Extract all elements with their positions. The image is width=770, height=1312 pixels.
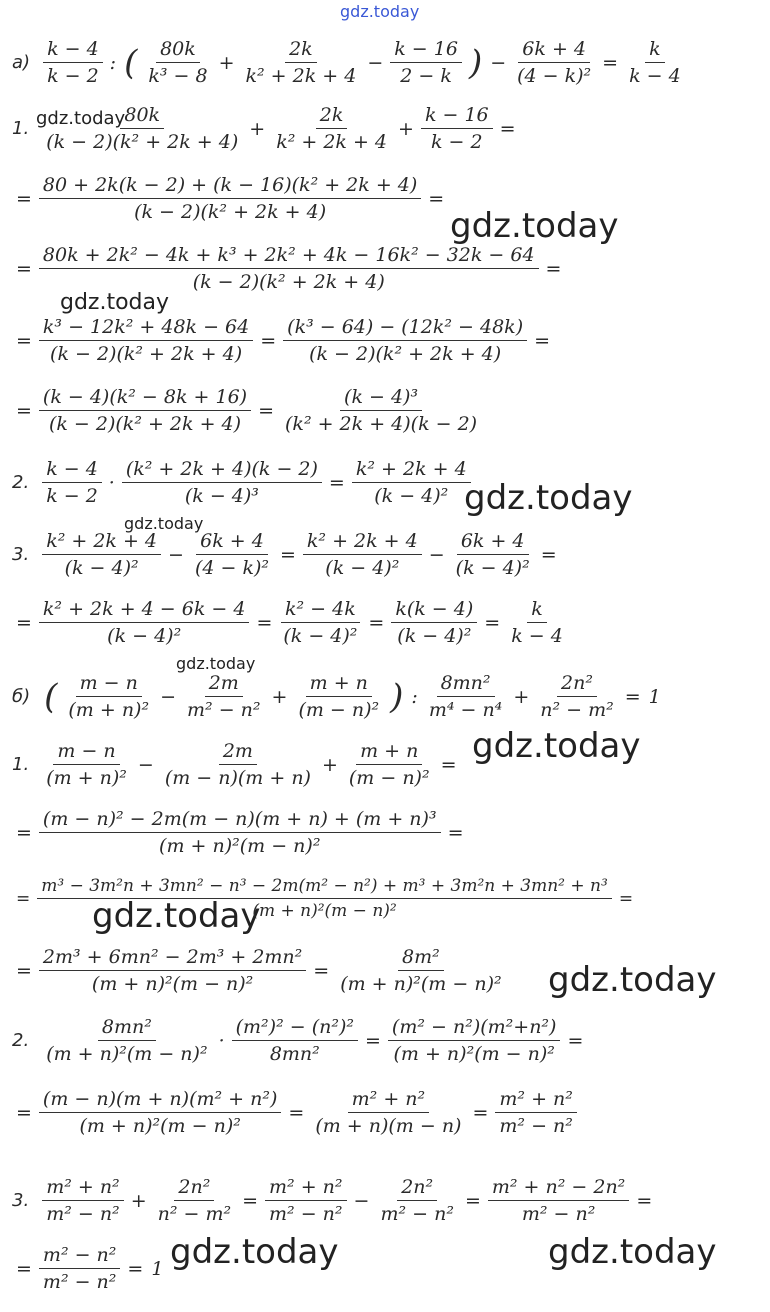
numerator: 8mn² (98, 1016, 156, 1041)
operator: = (16, 821, 32, 844)
operator: = (447, 821, 464, 844)
operator: = (618, 888, 634, 909)
fraction (495, 1088, 577, 1137)
fraction (352, 458, 471, 507)
fraction (154, 1176, 236, 1225)
fraction (39, 946, 306, 995)
operator: = (545, 257, 562, 280)
fraction (42, 1176, 124, 1225)
fraction (452, 530, 534, 579)
numerator: 2n² (397, 1176, 437, 1201)
operator: = (260, 329, 277, 352)
part-a-step1-line5 (12, 386, 484, 435)
part-b-step1-line1 (12, 740, 461, 789)
fraction (183, 672, 265, 721)
denominator: m² − n² (187, 699, 261, 721)
operator: = (365, 1029, 381, 1052)
denominator: k − 2 (47, 65, 99, 87)
numerator: k − 4 (43, 38, 103, 63)
part-b-step2-line1 (12, 1016, 587, 1065)
numerator: m² + n² − 2n² (488, 1176, 629, 1201)
operator: = (256, 611, 273, 634)
fraction (144, 38, 211, 87)
step-label: 2. (12, 472, 30, 493)
operator: − (490, 51, 507, 74)
fraction (390, 38, 462, 87)
denominator: (k − 2)(k² + 2k + 4) (48, 413, 242, 435)
part-a-step1-line4 (12, 316, 554, 365)
fraction (388, 1016, 561, 1065)
operator: − (168, 543, 184, 566)
fraction (425, 672, 507, 721)
watermark: gdz.today (464, 478, 633, 518)
denominator: (m + n)² (46, 767, 127, 789)
fraction (488, 1176, 629, 1225)
fraction (507, 598, 567, 647)
denominator: m² − n² (42, 1271, 117, 1293)
numerator: m³ − 3m²n + 3mn² − n³ − 2m(m² − n²) + m³ + 3m²n + 3mn² + n³ (37, 876, 612, 899)
denominator: (4 − k)² (517, 65, 592, 87)
operator: = (16, 959, 32, 982)
denominator: (m − n)(m + n) (164, 767, 311, 789)
operator: 1 (151, 1257, 164, 1280)
operator: = (328, 471, 345, 494)
operator: = (624, 685, 641, 708)
numerator: 80k (120, 104, 164, 129)
operator: = (428, 187, 445, 210)
watermark: gdz.today (124, 514, 204, 533)
fraction (42, 104, 242, 153)
numerator: 6k + 4 (518, 38, 590, 63)
denominator: 2 − k (400, 65, 452, 87)
fraction (39, 1244, 121, 1293)
part-a-step3-line1 (12, 530, 561, 579)
numerator: (k − 4)³ (340, 386, 422, 411)
numerator: 6k + 4 (196, 530, 268, 555)
denominator: k − 4 (629, 65, 681, 87)
numerator: k² + 2k + 4 (42, 530, 161, 555)
fraction (39, 244, 539, 293)
operator: = (313, 959, 330, 982)
numerator: m² + n² (42, 1176, 124, 1201)
denominator: (m + n)²(m − n)² (79, 1115, 241, 1137)
denominator: (k − 4)² (374, 485, 449, 507)
denominator: (m + n)²(m − n)² (46, 1043, 208, 1065)
operator: + (249, 117, 266, 140)
numerator: m + n (356, 740, 422, 765)
numerator: 2m (219, 740, 257, 765)
denominator: (m + n)(m − n) (315, 1115, 462, 1137)
operator: = (127, 1257, 144, 1280)
watermark: gdz.today (176, 654, 256, 673)
denominator: k³ − 8 (148, 65, 208, 87)
watermark: gdz.today (450, 206, 619, 246)
fraction (191, 530, 273, 579)
fraction (311, 1088, 465, 1137)
denominator: (m − n)² (298, 699, 380, 721)
operator: ) (468, 42, 483, 83)
numerator: m² + n² (495, 1088, 577, 1113)
operator: = (602, 51, 619, 74)
operator: − (428, 543, 445, 566)
numerator: k − 16 (421, 104, 493, 129)
part-b-statement (12, 672, 665, 721)
operator: 1 (648, 685, 661, 708)
numerator: (m²)² − (n²)² (232, 1016, 358, 1041)
watermark: gdz.today (548, 960, 717, 1000)
numerator: k² + 2k + 4 − 6k − 4 (39, 598, 250, 623)
fraction (39, 598, 250, 647)
operator: + (513, 685, 530, 708)
denominator: (k − 2)(k² + 2k + 4) (50, 343, 243, 365)
denominator: m² − n² (269, 1203, 343, 1225)
operator: = (16, 187, 32, 210)
numerator: (m² − n²)(m²+n²) (388, 1016, 561, 1041)
watermark: gdz.today (170, 1232, 339, 1272)
fraction (283, 316, 527, 365)
fraction (376, 1176, 458, 1225)
operator: = (440, 753, 457, 776)
numerator: (m − n)(m + n)(m² + n²) (39, 1088, 281, 1113)
denominator: (k² + 2k + 4)(k − 2) (285, 413, 478, 435)
fraction (39, 316, 253, 365)
denominator: (m + n)²(m − n)² (252, 901, 397, 921)
denominator: (k − 4)² (455, 557, 530, 579)
operator: = (16, 1101, 32, 1124)
denominator: (k − 4)² (107, 625, 182, 647)
numerator: k(k − 4) (391, 598, 477, 623)
denominator: (k − 4)³ (184, 485, 259, 507)
numerator: 2k (316, 104, 348, 129)
operator: = (288, 1101, 305, 1124)
operator: ( (44, 676, 58, 717)
numerator: m + n (306, 672, 372, 697)
denominator: n² − m² (540, 699, 614, 721)
operator: · (108, 471, 115, 494)
part-b-step1-line4 (12, 946, 509, 995)
denominator: (k − 4)² (283, 625, 358, 647)
part-a-step1-line3 (12, 244, 565, 293)
operator: = (499, 117, 516, 140)
operator: = (16, 257, 32, 280)
denominator: (k − 4)² (64, 557, 139, 579)
operator: = (567, 1029, 584, 1052)
step-label: 1. (12, 754, 30, 775)
fraction (64, 672, 153, 721)
fraction (42, 458, 102, 507)
numerator: 2n² (174, 1176, 214, 1201)
operator: + (398, 117, 414, 140)
operator: = (16, 611, 32, 634)
part-label: а) (12, 52, 31, 73)
watermark-top: gdz.today (340, 2, 420, 21)
operator: ( (124, 42, 138, 83)
denominator: k − 2 (430, 131, 483, 153)
operator: : (411, 685, 418, 708)
operator: ) (390, 676, 404, 717)
step-label: 2. (12, 1030, 30, 1051)
operator: = (534, 329, 551, 352)
step-label: 3. (12, 1190, 30, 1211)
numerator: 6k + 4 (457, 530, 529, 555)
fraction (625, 38, 685, 87)
numerator: m − n (53, 740, 119, 765)
fraction (42, 1016, 211, 1065)
part-a-step1-line1 (12, 104, 520, 153)
step-label: 1. (12, 118, 30, 139)
fraction (303, 530, 422, 579)
numerator: (k − 4)(k² − 8k + 16) (39, 386, 251, 411)
numerator: m² + n² (348, 1088, 430, 1113)
denominator: (k − 2)(k² + 2k + 4) (192, 271, 385, 293)
operator: + (271, 685, 288, 708)
operator: = (540, 543, 557, 566)
part-b-step1-line3 (12, 876, 637, 921)
denominator: m² − n² (499, 1115, 573, 1137)
denominator: k − 2 (46, 485, 98, 507)
numerator: 80k + 2k² − 4k + k³ + 2k² + 4k − 16k² − 32k − 64 (39, 244, 539, 269)
fraction (39, 386, 251, 435)
fraction (43, 38, 103, 87)
denominator: (m + n)²(m − n)² (393, 1043, 555, 1065)
denominator: n² − m² (157, 1203, 232, 1225)
numerator: k³ − 12k² + 48k − 64 (39, 316, 253, 341)
denominator: k − 4 (511, 625, 563, 647)
numerator: (k³ − 64) − (12k² − 48k) (283, 316, 527, 341)
part-b-step3-line1 (12, 1176, 656, 1225)
denominator: k² + 2k + 4 (245, 65, 357, 87)
operator: − (137, 753, 154, 776)
fraction (294, 672, 383, 721)
fraction (122, 458, 322, 507)
denominator: (m + n)²(m − n)² (340, 973, 502, 995)
fraction (336, 946, 505, 995)
operator: = (636, 1189, 653, 1212)
denominator: (k − 2)(k² + 2k + 4) (134, 201, 327, 223)
fraction (281, 386, 481, 435)
operator: − (353, 1189, 370, 1212)
numerator: 8m² (398, 946, 444, 971)
operator: − (367, 51, 384, 74)
numerator: 8mn² (437, 672, 495, 697)
fraction (513, 38, 595, 87)
numerator: (m − n)² − 2m(m − n)(m + n) + (m + n)³ (39, 808, 441, 833)
fraction (391, 598, 477, 647)
denominator: (k − 2)(k² + 2k + 4) (309, 343, 502, 365)
numerator: k − 4 (42, 458, 102, 483)
fraction (39, 174, 421, 223)
watermark: gdz.today (548, 1232, 717, 1272)
numerator: 2k (285, 38, 317, 63)
denominator: (4 − k)² (194, 557, 269, 579)
denominator: (k − 2)(k² + 2k + 4) (46, 131, 239, 153)
operator: · (218, 1029, 225, 1052)
denominator: k² + 2k + 4 (276, 131, 388, 153)
operator: = (279, 543, 296, 566)
operator: = (16, 329, 32, 352)
step-label: 3. (12, 544, 30, 565)
denominator: (m + n)²(m − n)² (91, 973, 254, 995)
numerator: k² − 4k (281, 598, 360, 623)
operator: + (218, 51, 235, 74)
fraction (37, 876, 612, 921)
numerator: (k² + 2k + 4)(k − 2) (122, 458, 322, 483)
operator: : (109, 51, 117, 74)
operator: + (130, 1189, 147, 1212)
operator: = (484, 611, 501, 634)
part-a-step1-line2 (12, 174, 448, 223)
part-a-statement (12, 38, 688, 87)
fraction (272, 104, 391, 153)
denominator: (m + n)²(m − n)² (159, 835, 321, 857)
part-b-step2-line2 (12, 1088, 580, 1137)
numerator: 2m (205, 672, 243, 697)
fraction (161, 740, 315, 789)
denominator: m² − n² (380, 1203, 454, 1225)
numerator: k (645, 38, 665, 63)
operator: = (242, 1189, 259, 1212)
numerator: k (527, 598, 547, 623)
part-a-step2 (12, 458, 474, 507)
fraction (536, 672, 618, 721)
watermark: gdz.today (92, 896, 261, 936)
fraction (39, 808, 441, 857)
part-b-step3-line2 (12, 1244, 167, 1293)
watermark: gdz.today (472, 726, 641, 766)
denominator: (k − 4)² (397, 625, 472, 647)
watermark: gdz.today (36, 108, 126, 129)
part-a-step3-line2 (12, 598, 570, 647)
numerator: 2m³ + 6mn² − 2m³ + 2mn² (39, 946, 306, 971)
numerator: 2n² (557, 672, 597, 697)
operator: = (16, 1257, 32, 1280)
denominator: 8mn² (269, 1043, 320, 1065)
part-label: б) (12, 686, 31, 707)
denominator: m⁴ − n⁴ (428, 699, 503, 721)
fraction (39, 1088, 281, 1137)
fraction (265, 1176, 347, 1225)
operator: = (472, 1101, 489, 1124)
denominator: (m + n)² (68, 699, 150, 721)
numerator: m² + n² (265, 1176, 347, 1201)
operator: + (321, 753, 338, 776)
numerator: k² + 2k + 4 (352, 458, 471, 483)
numerator: 80 + 2k(k − 2) + (k − 16)(k² + 2k + 4) (39, 174, 421, 199)
numerator: m² − n² (39, 1244, 121, 1269)
operator: = (16, 399, 32, 422)
operator: = (368, 611, 385, 634)
denominator: m² − n² (521, 1203, 596, 1225)
fraction (345, 740, 434, 789)
numerator: 80k (156, 38, 200, 63)
fraction (42, 530, 161, 579)
numerator: k² + 2k + 4 (303, 530, 422, 555)
denominator: m² − n² (46, 1203, 120, 1225)
operator: = (258, 399, 275, 422)
watermark: gdz.today (60, 290, 170, 315)
fraction (232, 1016, 358, 1065)
fraction (279, 598, 361, 647)
numerator: m − n (76, 672, 142, 697)
operator: − (160, 685, 177, 708)
fraction (42, 740, 131, 789)
operator: = (16, 888, 31, 909)
numerator: k − 16 (390, 38, 462, 63)
operator: = (464, 1189, 481, 1212)
denominator: (m − n)² (348, 767, 430, 789)
part-b-step1-line2 (12, 808, 468, 857)
denominator: (k − 4)² (325, 557, 400, 579)
fraction (421, 104, 493, 153)
fraction (241, 38, 360, 87)
